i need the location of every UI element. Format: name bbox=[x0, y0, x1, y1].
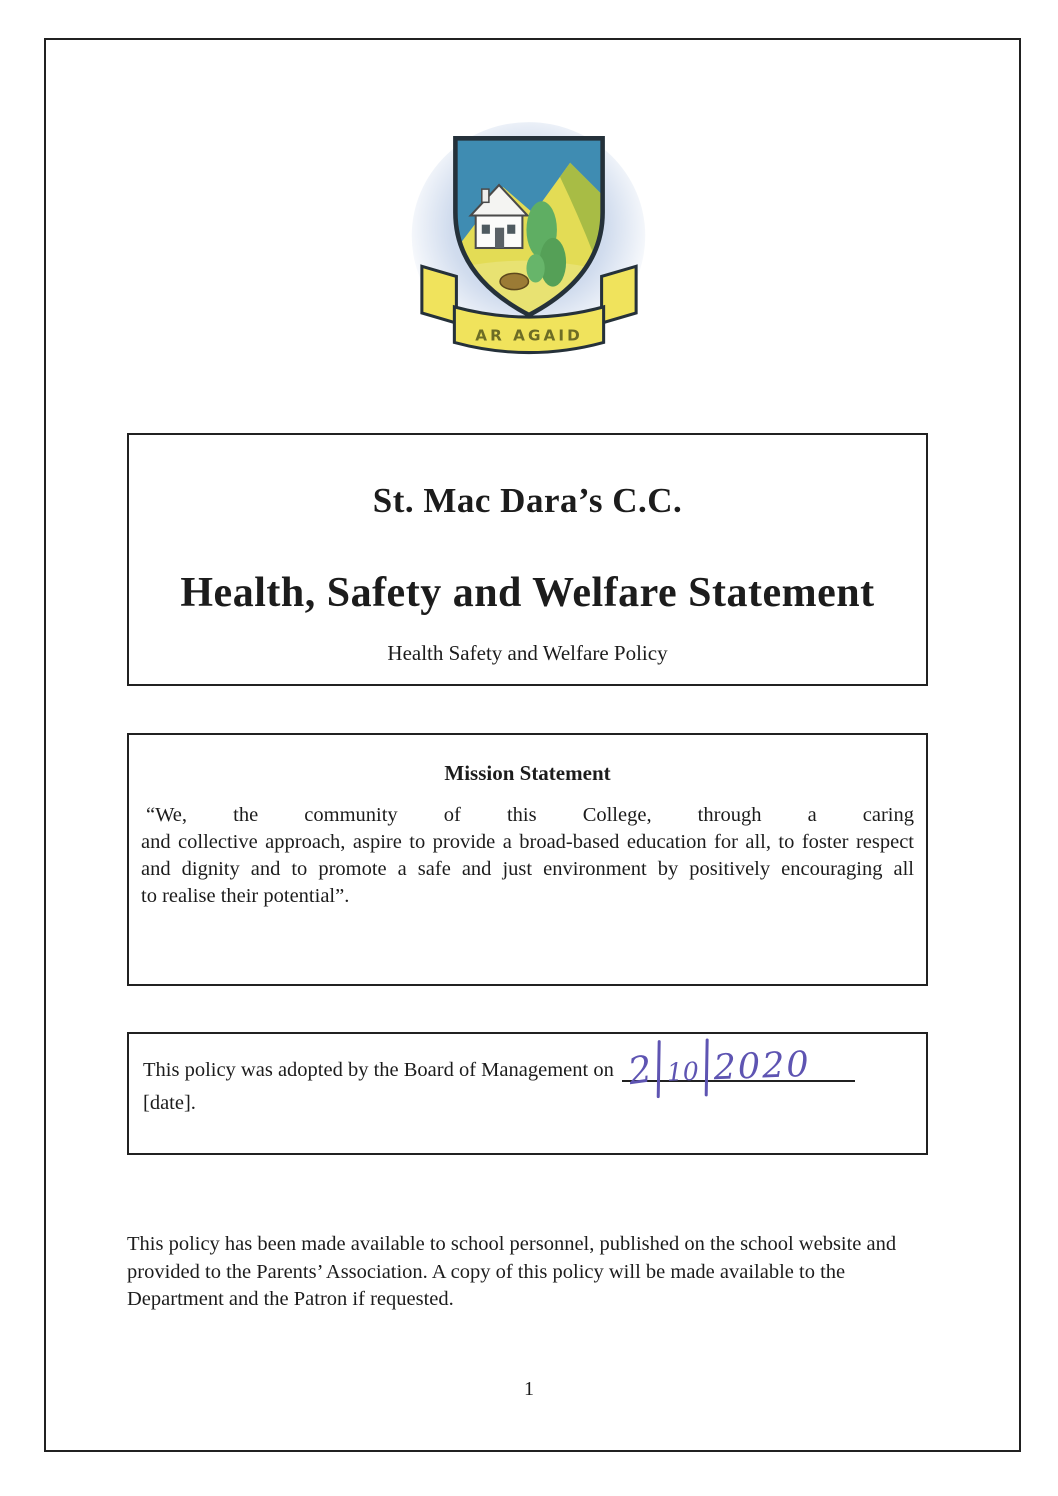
date-separator-stroke bbox=[656, 1040, 660, 1098]
mission-line: “We, the community of this College, through a caring bbox=[146, 804, 914, 826]
title-box bbox=[127, 433, 928, 686]
mission-line: and collective approach, aspire to provide a broad-based education for all, to foster respect bbox=[141, 831, 914, 853]
handwritten-day: 2 bbox=[625, 1047, 655, 1094]
date-underline bbox=[622, 1044, 855, 1094]
availability-line: This policy has been made available to school personnel, published on the school website and bbox=[127, 1233, 897, 1255]
mission-paragraph bbox=[141, 802, 914, 910]
school-crest-icon bbox=[408, 116, 650, 380]
availability-line: provided to the Parents’ Association. A copy of this policy will be made available to the bbox=[127, 1260, 846, 1283]
school-crest bbox=[408, 116, 650, 380]
date-separator-stroke bbox=[705, 1038, 709, 1096]
adoption-box bbox=[127, 1032, 928, 1155]
mission-statement-box bbox=[127, 733, 928, 986]
date-bracket-label: [date]. bbox=[143, 1092, 196, 1114]
handwritten-year: 2020 bbox=[712, 1044, 812, 1089]
handwritten-month: 10 bbox=[666, 1056, 699, 1087]
document-subtitle: Health Safety and Welfare Policy bbox=[387, 641, 668, 665]
adoption-sentence: This policy was adopted by the Board of Management on bbox=[143, 1059, 614, 1081]
crest-motto: AR AGAID bbox=[475, 326, 583, 345]
availability-paragraph bbox=[127, 1231, 939, 1314]
mission-line: and dignity and to promote a safe and just environment by positively encouraging all bbox=[141, 858, 914, 880]
school-name: St. Mac Dara’s C.C. bbox=[372, 481, 683, 520]
availability-line: Department and the Patron if requested. bbox=[127, 1288, 454, 1310]
handwritten-date bbox=[625, 1035, 812, 1094]
page-number: 1 bbox=[524, 1378, 534, 1400]
adoption-text bbox=[143, 1044, 912, 1120]
mission-line: to realise their potential”. bbox=[141, 885, 350, 907]
document-title: Health, Safety and Welfare Statement bbox=[180, 570, 875, 616]
mission-heading: Mission Statement bbox=[444, 761, 611, 785]
